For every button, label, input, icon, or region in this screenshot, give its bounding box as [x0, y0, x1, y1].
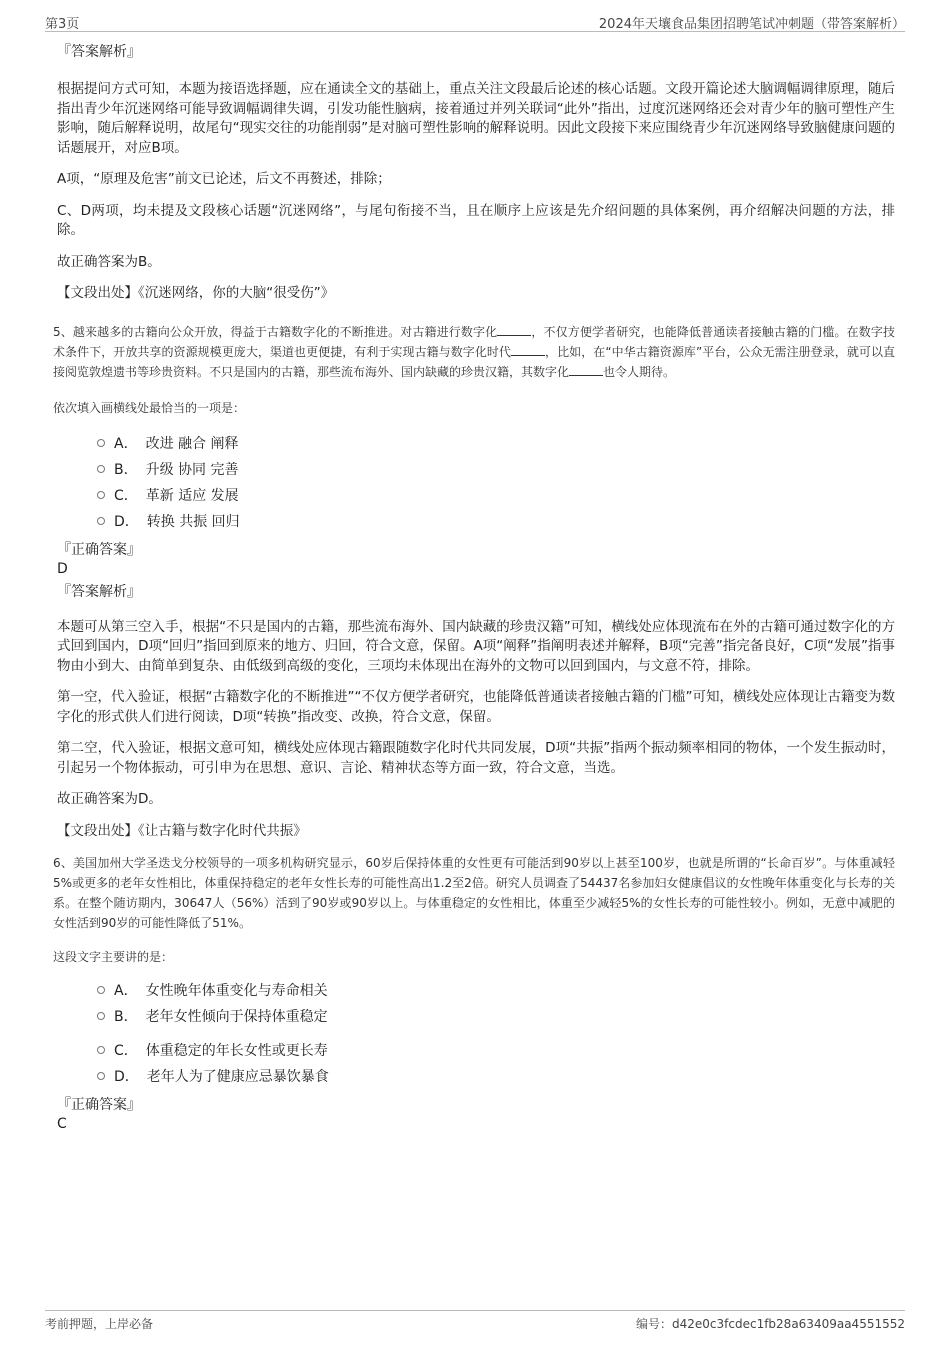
analysis-paragraph: 第二空，代入验证，根据文意可知，横线处应体现古籍跟随数字化时代共同发展，D项“共振”指两个振动频率相同的物体，一个发生振动时，引起另一个物体振动，可引申为在思想、意识、言论、精神状态等方面一致，符合文意，当选。: [57, 740, 895, 776]
option-list: [97, 977, 895, 1089]
question-stem: 5、越来越多的古籍向公众开放，得益于古籍数字化的不断推进。对古籍进行数字化 ，不仅方便学者研究，也能降低普通读者接触古籍的门槛。在数字技术条件下，开放共享的资源规模更庞大，渠道也更便捷，有利于实现古籍与数字化时代 ，比如，在“中华古籍资源库”平台，公众无需注册登录，就可以直接阅览敦煌遗书等珍贵资料。不只是国内的古籍，那些流布海外、国内缺藏的珍贵汉籍，其数字化 也令人期待。: [53, 324, 896, 379]
option-c[interactable]: C． 体重稳定的年长女性或更长寿: [97, 1037, 895, 1063]
analysis-conclusion: 故正确答案为D。: [57, 791, 162, 807]
radio-icon[interactable]: [97, 1046, 105, 1054]
footer-slogan: 考前押题，上岸必备: [45, 1317, 154, 1331]
option-d[interactable]: D． 老年人为了健康应忌暴饮暴食: [97, 1063, 895, 1089]
radio-icon[interactable]: [97, 465, 105, 473]
document-code: 编号：d42e0c3fcdec1fb28a63409aa4551552: [636, 1317, 905, 1331]
option-b[interactable]: B． 升级 协同 完善: [97, 456, 895, 482]
fill-blank: [569, 363, 603, 376]
source-citation: [57, 284, 895, 304]
radio-icon[interactable]: [97, 439, 105, 447]
analysis-paragraph: 根据提问方式可知，本题为接语选择题，应在通读全文的基础上，重点关注文段最后论述的核心话题。文段开篇论述大脑调幅调律原理，随后指出青少年沉迷网络可能导致调幅调律失调，引发功能性脑病，接着通过并列关联词“此外”指出，过度沉迷网络还会对青少年的脑可塑性产生影响，随后解释说明，故尾句“现实交往的功能削弱”是对脑可塑性影响的解释说明。因此文段接下来应围绕青少年沉迷网络导致脑健康问题的话题展开，对应B项。: [57, 81, 895, 156]
radio-icon[interactable]: [97, 491, 105, 499]
source-title: 《沉迷网络，你的大脑“很受伤”》: [138, 285, 335, 301]
source-label: 【文段出处】: [57, 822, 138, 839]
source-citation: [57, 822, 895, 842]
correct-answer-label: 『正确答案』: [57, 1097, 141, 1113]
document-body: [53, 42, 896, 1133]
question-prompt: 这段文字主要讲的是：: [53, 950, 174, 964]
radio-icon[interactable]: [97, 1072, 105, 1080]
source-title: 《让古籍与数字化时代共振》: [138, 822, 307, 839]
fill-blank: [497, 323, 531, 336]
option-list: [97, 430, 895, 534]
question-prompt: 依次填入画横线处最恰当的一项是：: [53, 400, 246, 415]
fill-blank: [511, 343, 545, 356]
option-d[interactable]: D． 转换 共振 回归: [97, 508, 895, 534]
radio-icon[interactable]: [97, 986, 105, 994]
page-header: [45, 13, 905, 32]
correct-answer: D: [57, 560, 68, 577]
option-b[interactable]: B． 老年女性倾向于保持体重稳定: [97, 1003, 895, 1029]
page-footer: [45, 1310, 905, 1335]
option-c[interactable]: C． 革新 适应 发展: [97, 482, 895, 508]
radio-icon[interactable]: [97, 1012, 105, 1020]
source-label: 【文段出处】: [57, 285, 138, 301]
analysis-paragraph: 第一空，代入验证，根据“古籍数字化的不断推进”“不仅方便学者研究，也能降低普通读者接触古籍的门槛”可知，横线处应体现让古籍变为数字化的形式供人们进行阅读，D项“转换”指改变、改换，符合文意，保留。: [57, 689, 895, 725]
page-number: 第3页: [45, 17, 80, 32]
analysis-conclusion: 故正确答案为B。: [57, 253, 161, 270]
analysis-paragraph: A项，“原理及危害”前文已论述，后文不再赘述，排除；: [57, 171, 391, 187]
option-a[interactable]: A． 女性晚年体重变化与寿命相关: [97, 977, 895, 1003]
correct-answer: C: [57, 1116, 67, 1132]
radio-icon[interactable]: [97, 517, 105, 525]
analysis-paragraph: 本题可从第三空入手，根据“不只是国内的古籍，那些流布海外、国内缺藏的珍贵汉籍”可知，横线处应体现流布在外的古籍可通过数字化的方式回到国内，D项“回归”指回到原来的地方、归回，符合文意，保留。A项“阐释”指阐明表述并解释，B项“完善”指完备良好，C项“发展”指事物由小到大、由简单到复杂、由低级到高级的变化，三项均未体现出在海外的文物可以回到国内，与文意不符，排除。: [57, 618, 895, 674]
analysis-paragraph: C、D两项，均未提及文段核心话题“沉迷网络”，与尾句衔接不当，且在顺序上应该是先介绍问题的具体案例，再介绍解决问题的方法，排除。: [57, 202, 895, 238]
document-title: 2024年天壤食品集团招聘笔试冲刺题（带答案解析）: [598, 17, 905, 32]
answer-analysis-label: 『答案解析』: [57, 583, 141, 600]
answer-analysis-label: 『答案解析』: [57, 44, 141, 60]
option-a[interactable]: A． 改进 融合 阐释: [97, 430, 895, 456]
question-stem: 6、美国加州大学圣迭戈分校领导的一项多机构研究显示，60岁后保持体重的女性更有可能活到90岁以上甚至100岁，也就是所谓的“长命百岁”。与体重减轻5%或更多的老年女性相比，体重保持稳定的老年女性长寿的可能性高出1.2至2倍。研究人员调查了54437名参加妇女健康倡议的女性晚年体重变化与长寿的关系。在整个随访期内，30647人（56%）活到了90岁或90岁以上。与体重稳定的女性相比，体重至少减轻5%的女性长寿的可能性较小。例如，无意中减肥的女性活到90岁的可能性降低了51%。: [53, 856, 895, 930]
correct-answer-label: 『正确答案』: [57, 541, 141, 558]
